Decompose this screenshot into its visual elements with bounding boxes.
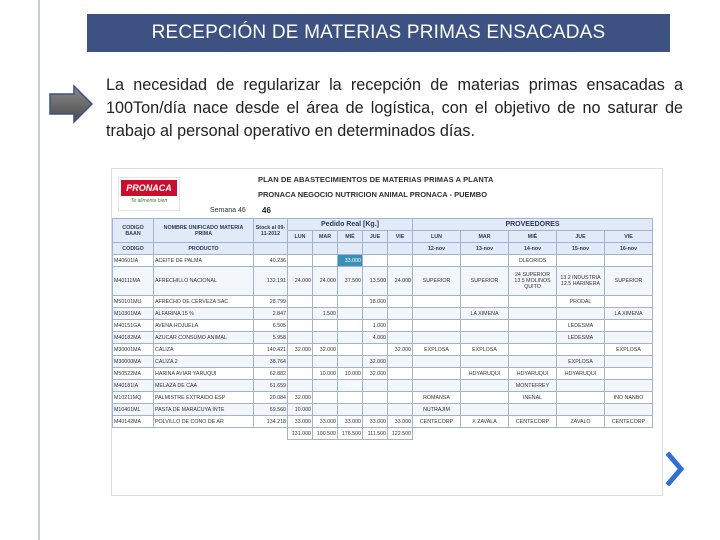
row-order-qty	[313, 332, 338, 344]
header-producto: PRODUCTO	[154, 243, 254, 255]
supply-plan-table	[112, 218, 653, 440]
row-supplier: OLEORIOS	[509, 255, 557, 267]
row-supplier	[413, 308, 461, 320]
row-order-qty: 10.000	[338, 368, 363, 380]
row-order-qty	[288, 332, 313, 344]
row-code: M50522MA	[113, 368, 154, 380]
row-supplier: LEDESMA	[557, 332, 605, 344]
row-order-qty	[388, 296, 413, 308]
row-supplier	[461, 392, 509, 404]
row-product: AZUCAR CONSUMO ANIMAL	[154, 332, 254, 344]
header-date: 15-nov	[557, 243, 605, 255]
row-stock: 28.799	[254, 296, 288, 308]
row-product: CALIZA 2	[154, 356, 254, 368]
row-supplier	[509, 356, 557, 368]
header-proveedores: PROVEEDORES	[413, 219, 653, 231]
header-nombre-unificado: NOMBRE UNIFICADO MATERIA PRIMA	[154, 219, 254, 243]
header-codigo-baan: CODIGO BAAN	[113, 219, 154, 243]
row-order-qty	[288, 255, 313, 267]
row-order-qty: 18.000	[363, 296, 388, 308]
row-stock: 61.659	[254, 380, 288, 392]
row-product: AVENA HOJUELA	[154, 320, 254, 332]
row-supplier: PRODAL	[557, 296, 605, 308]
row-supplier	[509, 308, 557, 320]
row-supplier: INENAL	[509, 392, 557, 404]
row-supplier	[509, 296, 557, 308]
row-stock: 20.084	[254, 392, 288, 404]
table-row	[113, 344, 653, 356]
row-supplier: HDYARUQUI	[509, 368, 557, 380]
row-supplier: CENTECORP	[509, 416, 557, 428]
row-supplier	[605, 255, 653, 267]
row-supplier: LEDESMA	[557, 320, 605, 332]
row-supplier	[413, 296, 461, 308]
table-row	[113, 380, 653, 392]
header-date: 16-nov	[605, 243, 653, 255]
table-row	[113, 296, 653, 308]
totals-blank	[254, 428, 288, 440]
row-supplier: EXPLOSA	[461, 344, 509, 356]
totals-row	[113, 428, 653, 440]
row-supplier: LA XIMENA	[605, 308, 653, 320]
row-supplier: 24 SUPERIOR 13.5 MOLINOS QUITO	[509, 267, 557, 296]
row-order-qty	[338, 332, 363, 344]
header-day: JUE	[363, 231, 388, 243]
header-day: MAR	[461, 231, 509, 243]
header-date: 13-nov	[461, 243, 509, 255]
table-row	[113, 255, 653, 267]
header-date: 14-nov	[509, 243, 557, 255]
header-pedido: Pedido Real [Kg.]	[288, 219, 413, 231]
week-label: Semana 46	[210, 207, 246, 214]
row-product: PASTA DE MARACUYA INTE	[154, 404, 254, 416]
row-order-qty: 32.000	[313, 344, 338, 356]
row-supplier	[413, 368, 461, 380]
row-supplier: CENTECORP	[605, 416, 653, 428]
table-row	[113, 416, 653, 428]
row-product: ALFARINA 15 %	[154, 308, 254, 320]
row-order-qty: 10.000	[313, 368, 338, 380]
row-stock: 2.847	[254, 308, 288, 320]
header-blank	[388, 243, 413, 255]
row-order-qty	[288, 380, 313, 392]
row-supplier: CENTECORP	[413, 416, 461, 428]
table-row	[113, 404, 653, 416]
header-row	[113, 219, 653, 231]
row-supplier	[509, 404, 557, 416]
total-value: 131.000	[288, 428, 313, 440]
row-supplier	[557, 404, 605, 416]
row-order-qty: 33.000	[338, 380, 363, 392]
row-code: M40601IA	[113, 255, 154, 267]
totals-blank	[557, 428, 605, 440]
row-order-qty	[388, 356, 413, 368]
row-order-qty	[338, 320, 363, 332]
row-order-qty: 4.000	[363, 332, 388, 344]
row-supplier	[605, 368, 653, 380]
totals-blank	[605, 428, 653, 440]
header-day: LUN	[288, 231, 313, 243]
row-order-qty: 1.000	[363, 320, 388, 332]
row-supplier: HDYARUQUI	[557, 368, 605, 380]
row-order-qty	[363, 308, 388, 320]
row-supplier	[413, 332, 461, 344]
totals-blank	[461, 428, 509, 440]
row-order-qty	[313, 356, 338, 368]
header-day: VIE	[388, 231, 413, 243]
row-supplier	[605, 356, 653, 368]
row-code: M10401ML	[113, 404, 154, 416]
left-divider-line	[38, 0, 40, 540]
row-order-qty	[338, 308, 363, 320]
header-day: LUN	[413, 231, 461, 243]
row-supplier: 13.2 INDUSTRIA 12.5 HARINERA	[557, 267, 605, 296]
row-stock: 140.421	[254, 344, 288, 356]
row-supplier: ZAVALO	[557, 416, 605, 428]
header-blank	[313, 243, 338, 255]
table-row	[113, 392, 653, 404]
row-supplier: MONTEFREY	[509, 380, 557, 392]
row-order-qty	[338, 344, 363, 356]
row-order-qty	[363, 255, 388, 267]
row-order-qty	[313, 380, 338, 392]
header-codigo: CODIGO	[113, 243, 154, 255]
row-order-qty	[363, 344, 388, 356]
row-code: M40111MA	[113, 267, 154, 296]
row-order-qty	[363, 404, 388, 416]
row-supplier: SUPERIOR	[461, 267, 509, 296]
row-code: M40142MA	[113, 416, 154, 428]
row-order-qty: 32.000	[363, 356, 388, 368]
row-stock: 134.218	[254, 416, 288, 428]
header-day: MIÉ	[509, 231, 557, 243]
row-supplier	[605, 332, 653, 344]
row-stock: 132.191	[254, 267, 288, 296]
total-value: 176.500	[338, 428, 363, 440]
row-order-qty	[363, 380, 388, 392]
row-order-qty	[338, 296, 363, 308]
table-row	[113, 356, 653, 368]
row-supplier	[461, 332, 509, 344]
row-code: M30000MA	[113, 356, 154, 368]
table-row	[113, 308, 653, 320]
table-row	[113, 320, 653, 332]
row-product: POLVILLO DE CONO DE AR	[154, 416, 254, 428]
row-supplier	[461, 380, 509, 392]
row-code: M10211MQ	[113, 392, 154, 404]
row-supplier	[557, 392, 605, 404]
row-stock: 62.882	[254, 368, 288, 380]
row-order-qty: 10.000	[288, 404, 313, 416]
row-order-qty	[288, 296, 313, 308]
row-order-qty: 13.500	[363, 267, 388, 296]
row-order-qty	[313, 392, 338, 404]
row-order-qty: 37.500	[338, 267, 363, 296]
row-order-qty	[388, 380, 413, 392]
spreadsheet-image	[111, 168, 663, 496]
row-order-qty: 33.000	[338, 255, 363, 267]
row-order-qty	[313, 404, 338, 416]
row-supplier: ROMANSA	[413, 392, 461, 404]
row-supplier	[509, 332, 557, 344]
header-row	[113, 243, 653, 255]
header-day: VIE	[605, 231, 653, 243]
row-product: ACEITE DE PALMA	[154, 255, 254, 267]
row-order-qty	[338, 404, 363, 416]
row-order-qty	[288, 356, 313, 368]
row-supplier: X ZAVALA	[461, 416, 509, 428]
total-value: 122.500	[388, 428, 413, 440]
row-order-qty	[313, 296, 338, 308]
table-row	[113, 267, 653, 296]
row-order-qty: 32.000	[288, 392, 313, 404]
row-supplier: EXPLOSA	[557, 356, 605, 368]
row-order-qty: 33.000	[388, 416, 413, 428]
row-stock: 38.764	[254, 356, 288, 368]
row-order-qty	[313, 255, 338, 267]
header-date: 12-nov	[413, 243, 461, 255]
row-order-qty: 33.000	[363, 416, 388, 428]
row-supplier	[413, 255, 461, 267]
row-order-qty	[388, 320, 413, 332]
row-order-qty	[288, 368, 313, 380]
row-product: MELAZA DE CAA	[154, 380, 254, 392]
row-order-qty	[313, 320, 338, 332]
row-stock: 6.505	[254, 320, 288, 332]
row-stock: 40.236	[254, 255, 288, 267]
plan-title: PLAN DE ABASTECIMIENTOS DE MATERIAS PRIMAS A PLANTA	[258, 175, 494, 184]
header-day: MIÉ	[338, 231, 363, 243]
row-order-qty: 33.000	[288, 416, 313, 428]
header-day: JUE	[557, 231, 605, 243]
row-order-qty: 32.000	[288, 344, 313, 356]
row-supplier	[557, 308, 605, 320]
row-order-qty	[288, 320, 313, 332]
row-supplier	[605, 296, 653, 308]
row-supplier	[413, 320, 461, 332]
row-supplier: EXPLOSA	[413, 344, 461, 356]
slide-title: RECEPCIÓN DE MATERIAS PRIMAS ENSACADAS	[87, 14, 670, 52]
row-order-qty: 24.000	[388, 267, 413, 296]
table-row	[113, 368, 653, 380]
row-supplier	[557, 255, 605, 267]
pronaca-logo	[118, 177, 180, 211]
row-supplier: NUTRAJIM	[413, 404, 461, 416]
table-body	[113, 219, 653, 440]
row-supplier: EXPLOSA	[605, 344, 653, 356]
row-order-qty	[338, 392, 363, 404]
row-product: AFRECHO DE CERVEZA SAC	[154, 296, 254, 308]
row-supplier	[509, 320, 557, 332]
row-supplier	[461, 320, 509, 332]
plan-subtitle: PRONACA NEGOCIO NUTRICION ANIMAL PRONACA - PUEMBO	[258, 190, 488, 199]
total-value: 100.500	[313, 428, 338, 440]
row-order-qty	[338, 356, 363, 368]
row-code: M40182MA	[113, 332, 154, 344]
totals-blank	[413, 428, 461, 440]
row-supplier: SUPERIOR	[413, 267, 461, 296]
row-code: M50101MU	[113, 296, 154, 308]
row-supplier	[461, 296, 509, 308]
row-stock: 69.560	[254, 404, 288, 416]
row-code: M30001MA	[113, 344, 154, 356]
table-row	[113, 332, 653, 344]
row-supplier	[605, 320, 653, 332]
header-stock: Stock al 09-11-2012	[254, 219, 288, 243]
row-order-qty	[288, 308, 313, 320]
row-supplier	[557, 344, 605, 356]
totals-blank	[113, 428, 154, 440]
row-order-qty	[388, 392, 413, 404]
totals-blank	[509, 428, 557, 440]
row-order-qty	[388, 404, 413, 416]
row-order-qty	[388, 368, 413, 380]
header-blank	[363, 243, 388, 255]
totals-blank	[154, 428, 254, 440]
row-order-qty: 1.500	[313, 308, 338, 320]
row-supplier: HDYARUQUI	[461, 368, 509, 380]
row-order-qty: 24.000	[288, 267, 313, 296]
total-value: 111.500	[363, 428, 388, 440]
row-order-qty	[363, 392, 388, 404]
header-day: MAR	[313, 231, 338, 243]
row-supplier: LA XIMENA	[461, 308, 509, 320]
chevron-right-icon[interactable]	[664, 452, 686, 486]
row-supplier	[461, 404, 509, 416]
row-supplier: SUPERIOR	[605, 267, 653, 296]
row-supplier: INO NANBO	[605, 392, 653, 404]
row-order-qty: 32.000	[388, 344, 413, 356]
row-supplier	[461, 255, 509, 267]
row-stock: 5.958	[254, 332, 288, 344]
row-supplier	[605, 404, 653, 416]
row-code: M40151GA	[113, 320, 154, 332]
row-product: AFRECHILLO NACIONAL	[154, 267, 254, 296]
row-product: CALIZA	[154, 344, 254, 356]
right-arrow-icon	[48, 84, 94, 124]
row-code: M40181IA	[113, 380, 154, 392]
header-blank	[338, 243, 363, 255]
row-order-qty: 33.000	[313, 416, 338, 428]
header-blank	[288, 243, 313, 255]
row-product: PALMISTRE EXTRAIDO ESP	[154, 392, 254, 404]
row-order-qty	[388, 332, 413, 344]
row-order-qty	[388, 308, 413, 320]
logo-tagline: Te alimenta bien	[130, 198, 168, 204]
row-supplier	[605, 380, 653, 392]
row-supplier	[509, 344, 557, 356]
slide-paragraph: La necesidad de regularizar la recepción de materias primas ensacadas a 100Ton/día nace desde el área de logística, con el objetivo de no saturar de trabajo al personal operativo en determinados días.	[106, 76, 683, 140]
week-number: 46	[262, 206, 271, 215]
row-supplier	[557, 380, 605, 392]
row-supplier	[413, 380, 461, 392]
logo-text: PRONACA	[121, 180, 177, 196]
header-blank	[254, 243, 288, 255]
row-order-qty: 32.000	[363, 368, 388, 380]
row-order-qty	[388, 255, 413, 267]
row-supplier	[461, 356, 509, 368]
row-order-qty: 33.000	[338, 416, 363, 428]
row-code: M10301MA	[113, 308, 154, 320]
row-product: HARINA AVIAR YARUQUI	[154, 368, 254, 380]
row-supplier	[413, 356, 461, 368]
row-order-qty: 24.000	[313, 267, 338, 296]
